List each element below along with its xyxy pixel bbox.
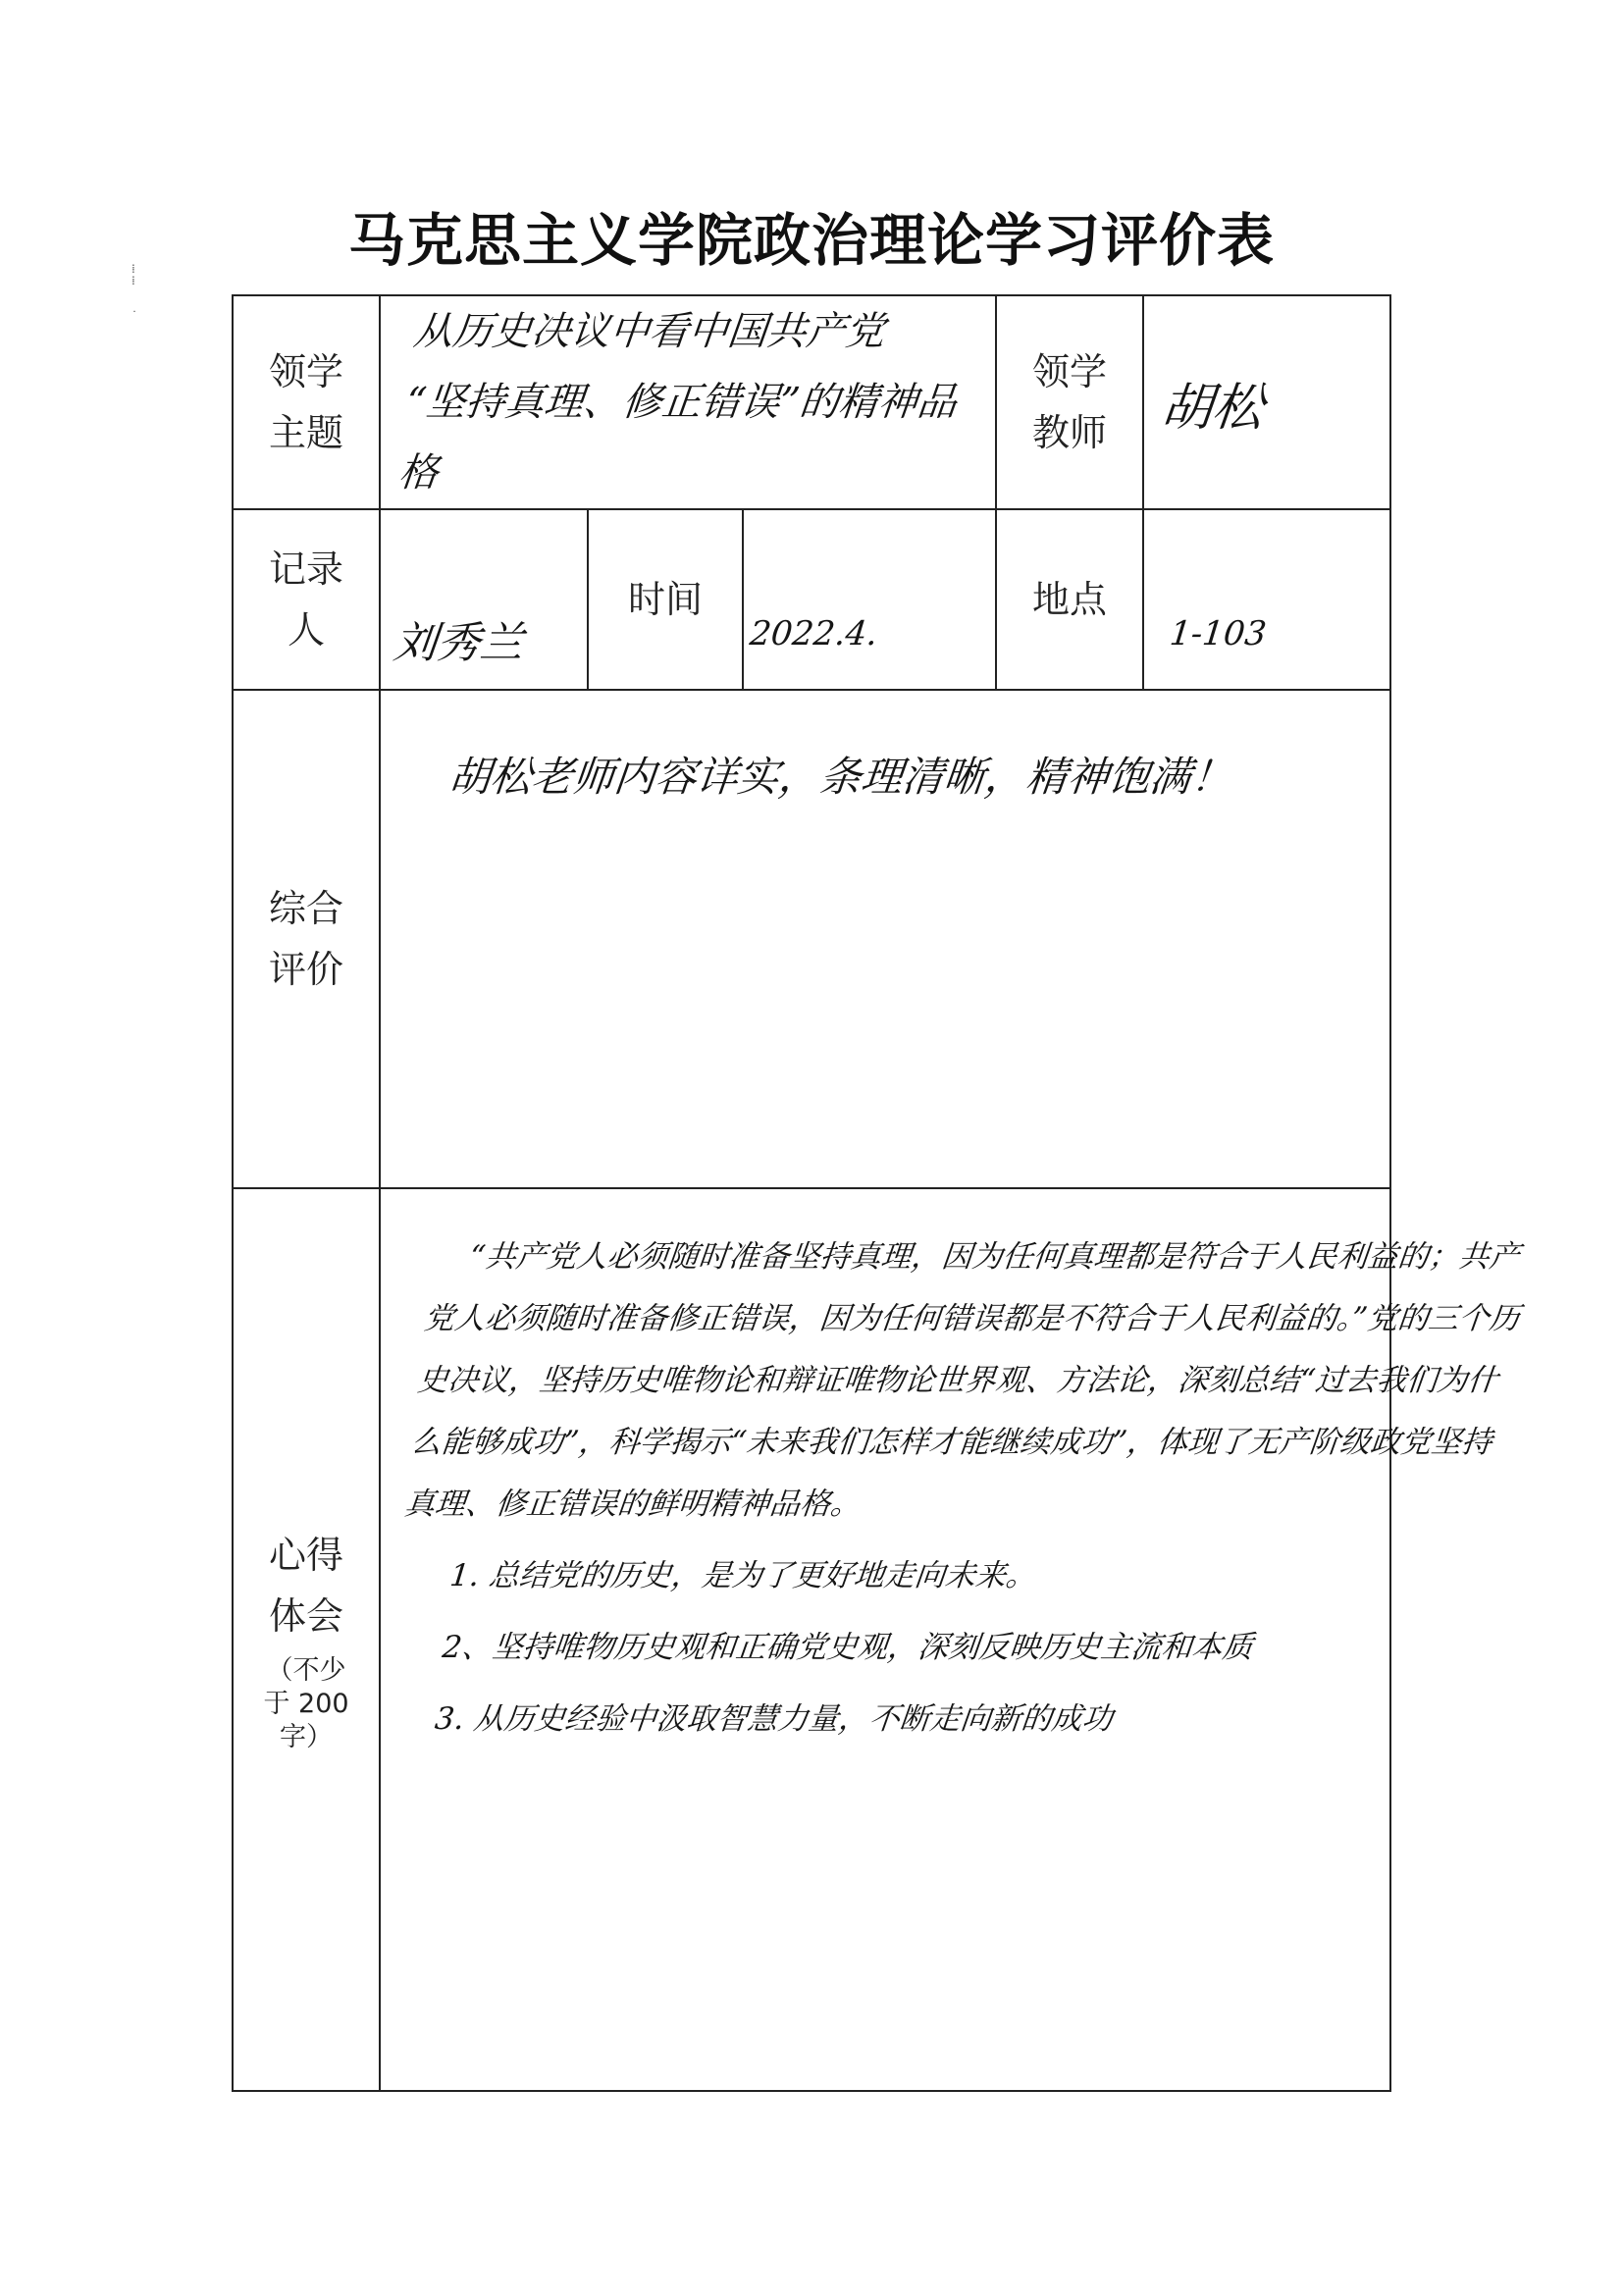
evaluation-label	[233, 690, 380, 1188]
reflection-point-2: 2、坚持唯物历史观和正确党史观，深刻反映历史主流和本质	[441, 1630, 1255, 1665]
evaluation-label-line2: 评价	[268, 948, 343, 991]
reflection-note-line3: 字）	[280, 1722, 333, 1752]
topic-label	[233, 295, 380, 509]
scan-artifact: ⁞ ⁞ ˙	[131, 262, 137, 323]
teacher-value: 胡松	[1132, 295, 1402, 509]
reflection-cell	[380, 1188, 1522, 2091]
reflection-label-line2: 体会	[268, 1594, 343, 1638]
reflection-row	[233, 1188, 1390, 2091]
evaluation-row	[233, 690, 1390, 1188]
evaluation-form	[232, 294, 1522, 2092]
topic-row	[233, 295, 1390, 509]
reflection-note-line1: （不少	[266, 1655, 346, 1686]
reflection-note	[234, 1654, 379, 1754]
recorder-label-line2: 人	[287, 608, 325, 652]
recorder-label-line1: 记录	[268, 548, 343, 591]
recorder-label	[233, 509, 380, 690]
teacher-label-line2: 教师	[1032, 411, 1108, 454]
reflection-label	[233, 1188, 380, 2091]
reflection-point-3: 3. 从历史经验中汲取智慧力量，不断走向新的成功	[433, 1701, 1115, 1737]
reflection-label-line1: 心得	[268, 1534, 343, 1577]
topic-label-line2: 主题	[268, 411, 343, 454]
evaluation-text: 胡松老师内容详实，条理清晰，精神饱满！	[446, 753, 1235, 801]
topic-value	[369, 295, 1008, 509]
topic-label-line1: 领学	[268, 350, 343, 393]
teacher-label-line1: 领学	[1032, 350, 1108, 393]
reflection-note-line2: 于 200	[263, 1689, 349, 1719]
evaluation-label-line1: 综合	[268, 887, 343, 930]
place-label: 地点	[996, 509, 1143, 690]
time-label: 时间	[588, 509, 743, 690]
reflection-point-1: 1. 总结党的历史，是为了更好地走向未来。	[447, 1558, 1038, 1593]
reflection-body	[379, 1226, 1533, 1750]
evaluation-cell	[380, 690, 1390, 1188]
page-title: 马克思主义学院政治理论学习评价表	[347, 207, 1275, 274]
recorder-value: 刘秀兰	[370, 509, 597, 690]
reflection-paragraph: “共产党人必须随时准备坚持真理，因为任何真理都是符合于人民利益的；共产党人必须随时准备修正错误，因为任何错误都是不符合于人民利益的。”党的三个历史决议，坚持历史唯物论和辩证唯物论世界观、方法论，深刻总结“过去我们为什么能够成功”，科学揭示“未来我们怎样才能继续成功”，体现了无产阶级政党坚持真理、修正错误的鲜明精神品格。	[402, 1239, 1522, 1522]
place-value: 1-103	[1133, 509, 1399, 690]
topic-value-line1: 从历史决议中看中国共产党	[411, 309, 887, 354]
info-row	[233, 509, 1390, 690]
time-value: 2022.4.	[733, 509, 1005, 690]
teacher-label	[996, 295, 1143, 509]
topic-value-line2: “坚持真理、修正错误”的精神品格	[396, 380, 960, 496]
